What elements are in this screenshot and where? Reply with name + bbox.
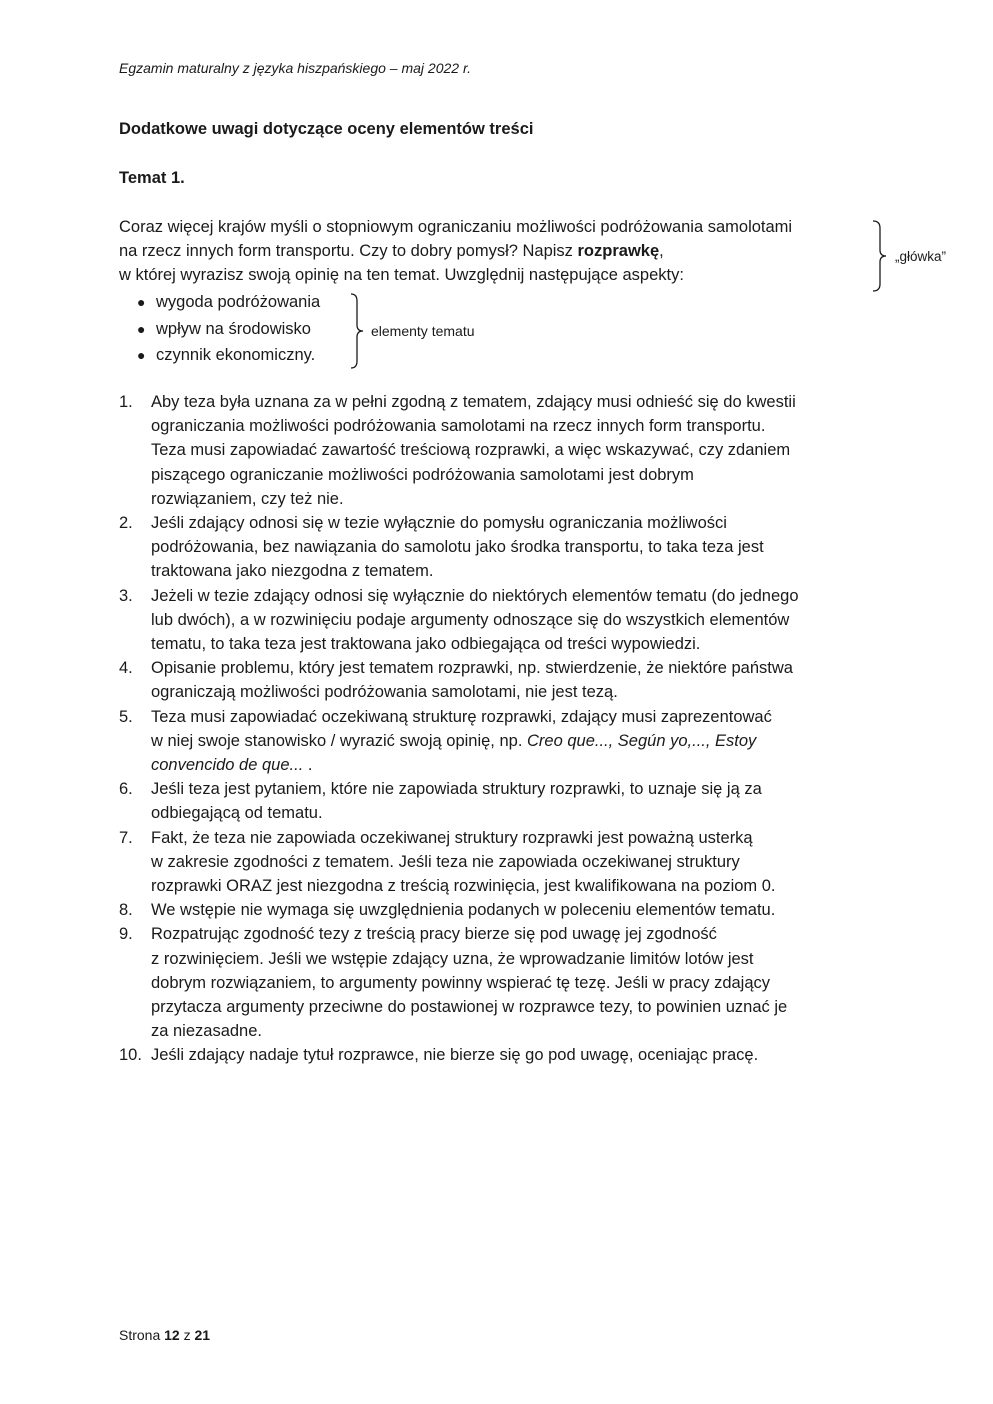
topic-prompt bbox=[119, 215, 879, 287]
page-footer bbox=[119, 1327, 210, 1343]
item-line: Rozpatrując zgodność tezy z treścią pracy bierze się pod uwagę jej zgodność bbox=[151, 925, 717, 944]
item-number: 10. bbox=[119, 1046, 142, 1065]
item-line: w zakresie zgodności z tematem. Jeśli teza nie zapowiada oczekiwanej struktury bbox=[151, 852, 740, 871]
aspect-text: wygoda podróżowania bbox=[156, 293, 321, 311]
topic-title: Temat 1. bbox=[119, 169, 185, 187]
item-line: przytacza argumenty przeciwne do postawionej w rozprawce tezy, to powinien uznać je bbox=[151, 998, 788, 1017]
footer-text: z bbox=[179, 1327, 195, 1343]
item-line bbox=[151, 753, 879, 777]
item-number: 3. bbox=[119, 586, 133, 605]
curly-brace-icon bbox=[872, 220, 890, 292]
item-number: 9. bbox=[119, 925, 133, 944]
aspect-list bbox=[137, 289, 320, 369]
item-number: 8. bbox=[119, 901, 133, 920]
item-line: Teza musi zapowiadać oczekiwaną strukturę rozprawki, zdający musi zaprezentować bbox=[151, 707, 772, 726]
list-item bbox=[119, 1043, 879, 1067]
item-line: Teza musi zapowiadać zawartość treściową rozprawki, a więc wskazywać, czy zdaniem bbox=[151, 441, 791, 460]
item-line: rozprawki ORAZ jest niezgodna z treścią rozwinięcia, jest kwalifikowana na poziom 0. bbox=[151, 877, 776, 896]
item-line: Opisanie problemu, który jest tematem rozprawki, np. stwierdzenie, że niektóre państwa bbox=[151, 659, 793, 678]
item-line: podróżowania, bez nawiązania do samolotu jako środka transportu, to taka teza jest bbox=[151, 538, 764, 557]
bullet-icon: ● bbox=[137, 347, 146, 363]
item-number: 1. bbox=[119, 393, 133, 411]
section-title: Dodatkowe uwagi dotyczące oceny elementów treści bbox=[119, 120, 534, 138]
example-phrases: Creo que..., Según yo,..., Estoy bbox=[527, 731, 757, 750]
item-number: 7. bbox=[119, 828, 133, 847]
item-line: ograniczają możliwości podróżowania samolotami, nie jest tezą. bbox=[151, 683, 618, 702]
list-item bbox=[119, 826, 879, 899]
item-line: dobrym rozwiązaniem, to argumenty powinny wspierać tę tezę. Jeśli w pracy zdający bbox=[151, 973, 771, 992]
item-number: 5. bbox=[119, 707, 133, 726]
item-text: . bbox=[303, 756, 313, 775]
footer-text: Strona bbox=[119, 1327, 165, 1343]
topic-elements-label: elementy tematu bbox=[371, 323, 475, 339]
aspect-text: czynnik ekonomiczny. bbox=[156, 346, 316, 364]
item-number: 6. bbox=[119, 780, 133, 799]
item-line: z rozwinięciem. Jeśli we wstępie zdający uzna, że wprowadzanie limitów lotów jest bbox=[151, 949, 754, 968]
head-label: „główka” bbox=[895, 249, 947, 264]
prompt-line bbox=[119, 239, 879, 263]
prompt-text: , bbox=[659, 242, 664, 260]
item-line: tematu, to taka teza jest traktowana jako odbiegająca od treści wypowiedzi. bbox=[151, 635, 701, 654]
list-item bbox=[137, 342, 320, 369]
list-item bbox=[119, 777, 879, 825]
list-item bbox=[119, 922, 879, 1043]
page-total: 21 bbox=[194, 1327, 211, 1343]
prompt-emphasis: rozprawkę bbox=[577, 242, 660, 260]
curly-brace-icon bbox=[350, 293, 368, 369]
item-line: odbiegającą od tematu. bbox=[151, 804, 323, 823]
item-line: We wstępie nie wymaga się uwzględnienia podanych w poleceniu elementów tematu. bbox=[151, 901, 776, 920]
example-phrases: convencido de que... bbox=[151, 756, 304, 775]
page-header: Egzamin maturalny z języka hiszpańskiego – maj 2022 r. bbox=[119, 60, 471, 76]
list-item bbox=[119, 656, 879, 704]
item-line: piszącego ograniczanie możliwości podróżowania samolotami jest dobrym bbox=[151, 465, 694, 484]
item-line: ograniczania możliwości podróżowania samolotami na rzecz innych form transportu. bbox=[151, 417, 766, 436]
page-number: 12 bbox=[164, 1327, 180, 1343]
list-item bbox=[119, 511, 879, 584]
prompt-text: na rzecz innych form transportu. Czy to dobry pomysł? Napisz bbox=[119, 242, 578, 260]
item-line: za niezasadne. bbox=[151, 1022, 262, 1041]
notes-list bbox=[119, 390, 879, 1068]
item-line: Jeśli teza jest pytaniem, które nie zapowiada struktury rozprawki, to uznaje się ją za bbox=[151, 780, 762, 799]
item-number: 4. bbox=[119, 659, 133, 678]
item-line: Jeśli zdający nadaje tytuł rozprawce, nie bierze się go pod uwagę, oceniając pracę. bbox=[151, 1046, 759, 1065]
item-text: w niej swoje stanowisko / wyrazić swoją opinię, np. bbox=[151, 731, 527, 750]
bullet-icon: ● bbox=[137, 294, 146, 310]
list-item bbox=[137, 289, 320, 316]
list-item bbox=[119, 898, 879, 922]
prompt-line: Coraz więcej krajów myśli o stopniowym ograniczaniu możliwości podróżowania samolotami bbox=[119, 218, 793, 236]
item-line: Jeśli zdający odnosi się w tezie wyłącznie do pomysłu ograniczania możliwości bbox=[151, 514, 727, 533]
list-item bbox=[137, 316, 320, 343]
item-line bbox=[151, 729, 879, 753]
aspect-text: wpływ na środowisko bbox=[156, 319, 311, 338]
item-line: Jeżeli w tezie zdający odnosi się wyłącznie do niektórych elementów tematu (do jednego bbox=[151, 586, 799, 605]
item-line: rozwiązaniem, czy też nie. bbox=[151, 489, 344, 508]
list-item bbox=[119, 390, 879, 511]
bullet-icon: ● bbox=[137, 320, 146, 337]
item-line: traktowana jako niezgodna z tematem. bbox=[151, 562, 434, 581]
item-number: 2. bbox=[119, 514, 133, 533]
item-line: Aby teza była uznana za w pełni zgodną z tematem, zdający musi odnieść się do kwestii bbox=[151, 393, 796, 411]
list-item bbox=[119, 705, 879, 778]
list-item bbox=[119, 584, 879, 657]
prompt-line: w której wyrazisz swoją opinię na ten temat. Uwzględnij następujące aspekty: bbox=[119, 266, 684, 284]
item-line: Fakt, że teza nie zapowiada oczekiwanej struktury rozprawki jest poważną usterką bbox=[151, 828, 753, 847]
item-line: lub dwóch), a w rozwinięciu podaje argumenty odnoszące się do wszystkich elementów bbox=[151, 610, 790, 629]
